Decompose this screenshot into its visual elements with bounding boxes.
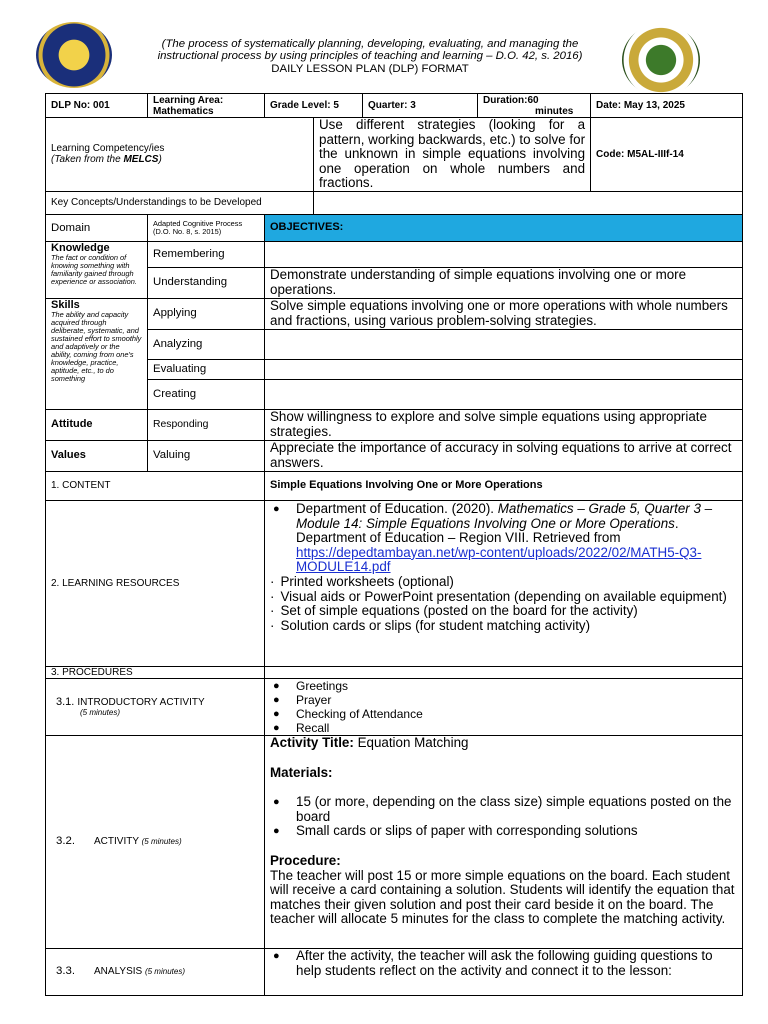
material-item: ● Small cards or slips of paper with corresponding solutions [270,824,737,839]
materials-heading: Materials: [270,764,333,780]
analysis-number: 3.3. [56,965,75,978]
document-header [0,0,768,92]
grade-level: Grade Level: 5 [265,94,363,118]
analysis-time: (5 minutes) [144,967,185,977]
quarter: Quarter: 3 [363,94,478,118]
understanding-label: Understanding [148,267,265,298]
analysis-label-cell [46,948,265,995]
resources-list [265,500,743,666]
analyzing-row [46,329,743,359]
cognitive-process-label: Adapted Cognitive Process (D.O. No. 8, s. 2015) [148,214,265,241]
activity-label: ACTIVITY [94,836,139,848]
creating-objective [265,379,743,409]
knowledge-cell [46,241,148,298]
key-concepts-value [314,191,743,214]
school-seal-icon [36,22,112,88]
procedure-text: The teacher will post 15 or more simple equations on the board. Each student will receive a card containing a solution. Students will identify the equation that matches their given solution and post their card beside it on the board. The teacher will allocate 5 minutes for the class to complete the matching activity. [270,867,735,927]
header-line-2: instructional process by using principles of teaching and learning – D.O. 42, s. 2016) [157,50,583,63]
intro-item: ● Recall [270,721,737,735]
learning-area: Learning Area: Mathematics [148,94,265,118]
procedures-row [46,666,743,678]
intro-item: ● Greetings [270,679,737,693]
competency-row [46,118,743,192]
analysis-row [46,948,743,995]
understanding-objective: Demonstrate understanding of simple equations involving one or more operations. [265,267,743,298]
attitude-label: Attitude [46,409,148,440]
intro-label-cell [46,678,265,735]
understanding-row [46,267,743,298]
resources-row [46,500,743,666]
competency-code: Code: M5AL-IIIf-14 [591,118,743,192]
deped-seal-icon [622,24,700,96]
competency-label-cell [46,118,314,192]
resource-item: · Set of simple equations (posted on the board for the activity) [270,604,737,619]
analysis-item: ● After the activity, the teacher will ask the following guiding questions to help students reflect on the activity and connect it to the lesson: [270,949,737,978]
competency-text: Use different strategies (looking for a pattern, working backwards, etc.) to solve for the unknown in simple equations involving one operation on whole numbers and fractions. [314,118,591,192]
dlp-table [45,93,743,996]
content-row [46,471,743,500]
lesson-date: Date: May 13, 2025 [591,94,743,118]
activity-row [46,735,743,948]
creating-row [46,379,743,409]
module-link[interactable]: https://depedtambayan.net/wp-content/uploads/2022/02/MATH5-Q3-MODULE14.pdf [296,544,702,575]
values-row [46,440,743,471]
domain-label: Domain [46,214,148,241]
knowledge-description: The fact or condition of knowing something with familiarity gained through experience or association. [51,252,137,286]
competency-label: Learning Competency/ies [51,143,165,155]
duration-value: Duration:60 [483,94,539,106]
duration [478,94,591,118]
activity-label-cell [46,735,265,948]
analysis-label: ANALYSIS [94,966,143,978]
activity-time: (5 minutes) [141,837,182,847]
analyzing-objective [265,329,743,359]
resources-label: 2. LEARNING RESOURCES [46,500,265,666]
key-concepts-row [46,191,743,214]
attitude-row [46,409,743,440]
intro-row [46,678,743,735]
analysis-content [265,948,743,995]
intro-item: ● Checking of Attendance [270,707,737,721]
competency-source: (Taken from the MELCS) [51,154,162,166]
procedure-heading: Procedure: [270,852,341,868]
applying-objective: Solve simple equations involving one or more operations with whole numbers and fractions, using various problem-solving strategies. [265,298,743,329]
knowledge-title: Knowledge [51,241,110,254]
key-concepts-label: Key Concepts/Understandings to be Developed [46,191,314,214]
remembering-label: Remembering [148,241,265,267]
dlp-number: DLP No: 001 [46,94,148,118]
analyzing-label: Analyzing [148,329,265,359]
applying-label: Applying [148,298,265,329]
intro-label: 3.1. INTRODUCTORY ACTIVITY [56,695,205,708]
intro-list [265,678,743,735]
values-objective: Appreciate the importance of accuracy in solving equations to arrive at correct answers. [265,440,743,471]
resource-item: · Visual aids or PowerPoint presentation (depending on available equipment) [270,590,737,605]
duration-unit: minutes [535,105,574,117]
domain-row [46,214,743,241]
resource-item: · Printed worksheets (optional) [270,575,737,590]
intro-time: (5 minutes) [80,707,121,717]
evaluating-label: Evaluating [148,359,265,379]
evaluating-row [46,359,743,379]
creating-label: Creating [148,379,265,409]
objectives-heading: OBJECTIVES: [265,214,743,241]
remembering-row [46,241,743,267]
header-line-3: DAILY LESSON PLAN (DLP) FORMAT [271,62,469,75]
applying-row [46,298,743,329]
header-info-row [46,94,743,118]
activity-number: 3.2. [56,835,75,848]
procedures-value [265,666,743,678]
evaluating-objective [265,359,743,379]
procedures-label: 3. PROCEDURES [46,666,265,678]
content-value: Simple Equations Involving One or More Operations [265,471,743,500]
activity-content [265,735,743,948]
skills-title: Skills [51,298,80,311]
remembering-objective [265,241,743,267]
intro-item: ● Prayer [270,693,737,707]
attitude-objective: Show willingness to explore and solve simple equations using appropriate strategies. [265,409,743,440]
attitude-process: Responding [148,409,265,440]
header-line-1: (The process of systematically planning, developing, evaluating, and managing the [161,38,579,50]
values-label: Values [46,440,148,471]
header-text [120,38,620,75]
skills-description: The ability and capacity acquired through deliberate, systematic, and sustained effort to smoothly and adaptively or the ability, coming from one's knowledge, practice, aptitude, etc., to do something [51,309,142,383]
reference-entry: ● Department of Education. (2020). Mathematics – Grade 5, Quarter 3 – Module 14: Simple Equations Involving One or More Operations. Department of Education – Region VIII. Retrieved from https://depedtambayan.net/wp-content/uploads/2022/02/MATH5-Q3-MODULE14.pdf [270,502,737,575]
skills-cell [46,298,148,409]
material-item: ● 15 (or more, depending on the class size) simple equations posted on the board [270,795,737,824]
activity-title: Activity Title: Equation Matching [270,735,469,750]
resource-item: · Solution cards or slips (for student matching activity) [270,619,737,634]
values-process: Valuing [148,440,265,471]
resources-reference [270,502,737,575]
content-label: 1. CONTENT [46,471,265,500]
